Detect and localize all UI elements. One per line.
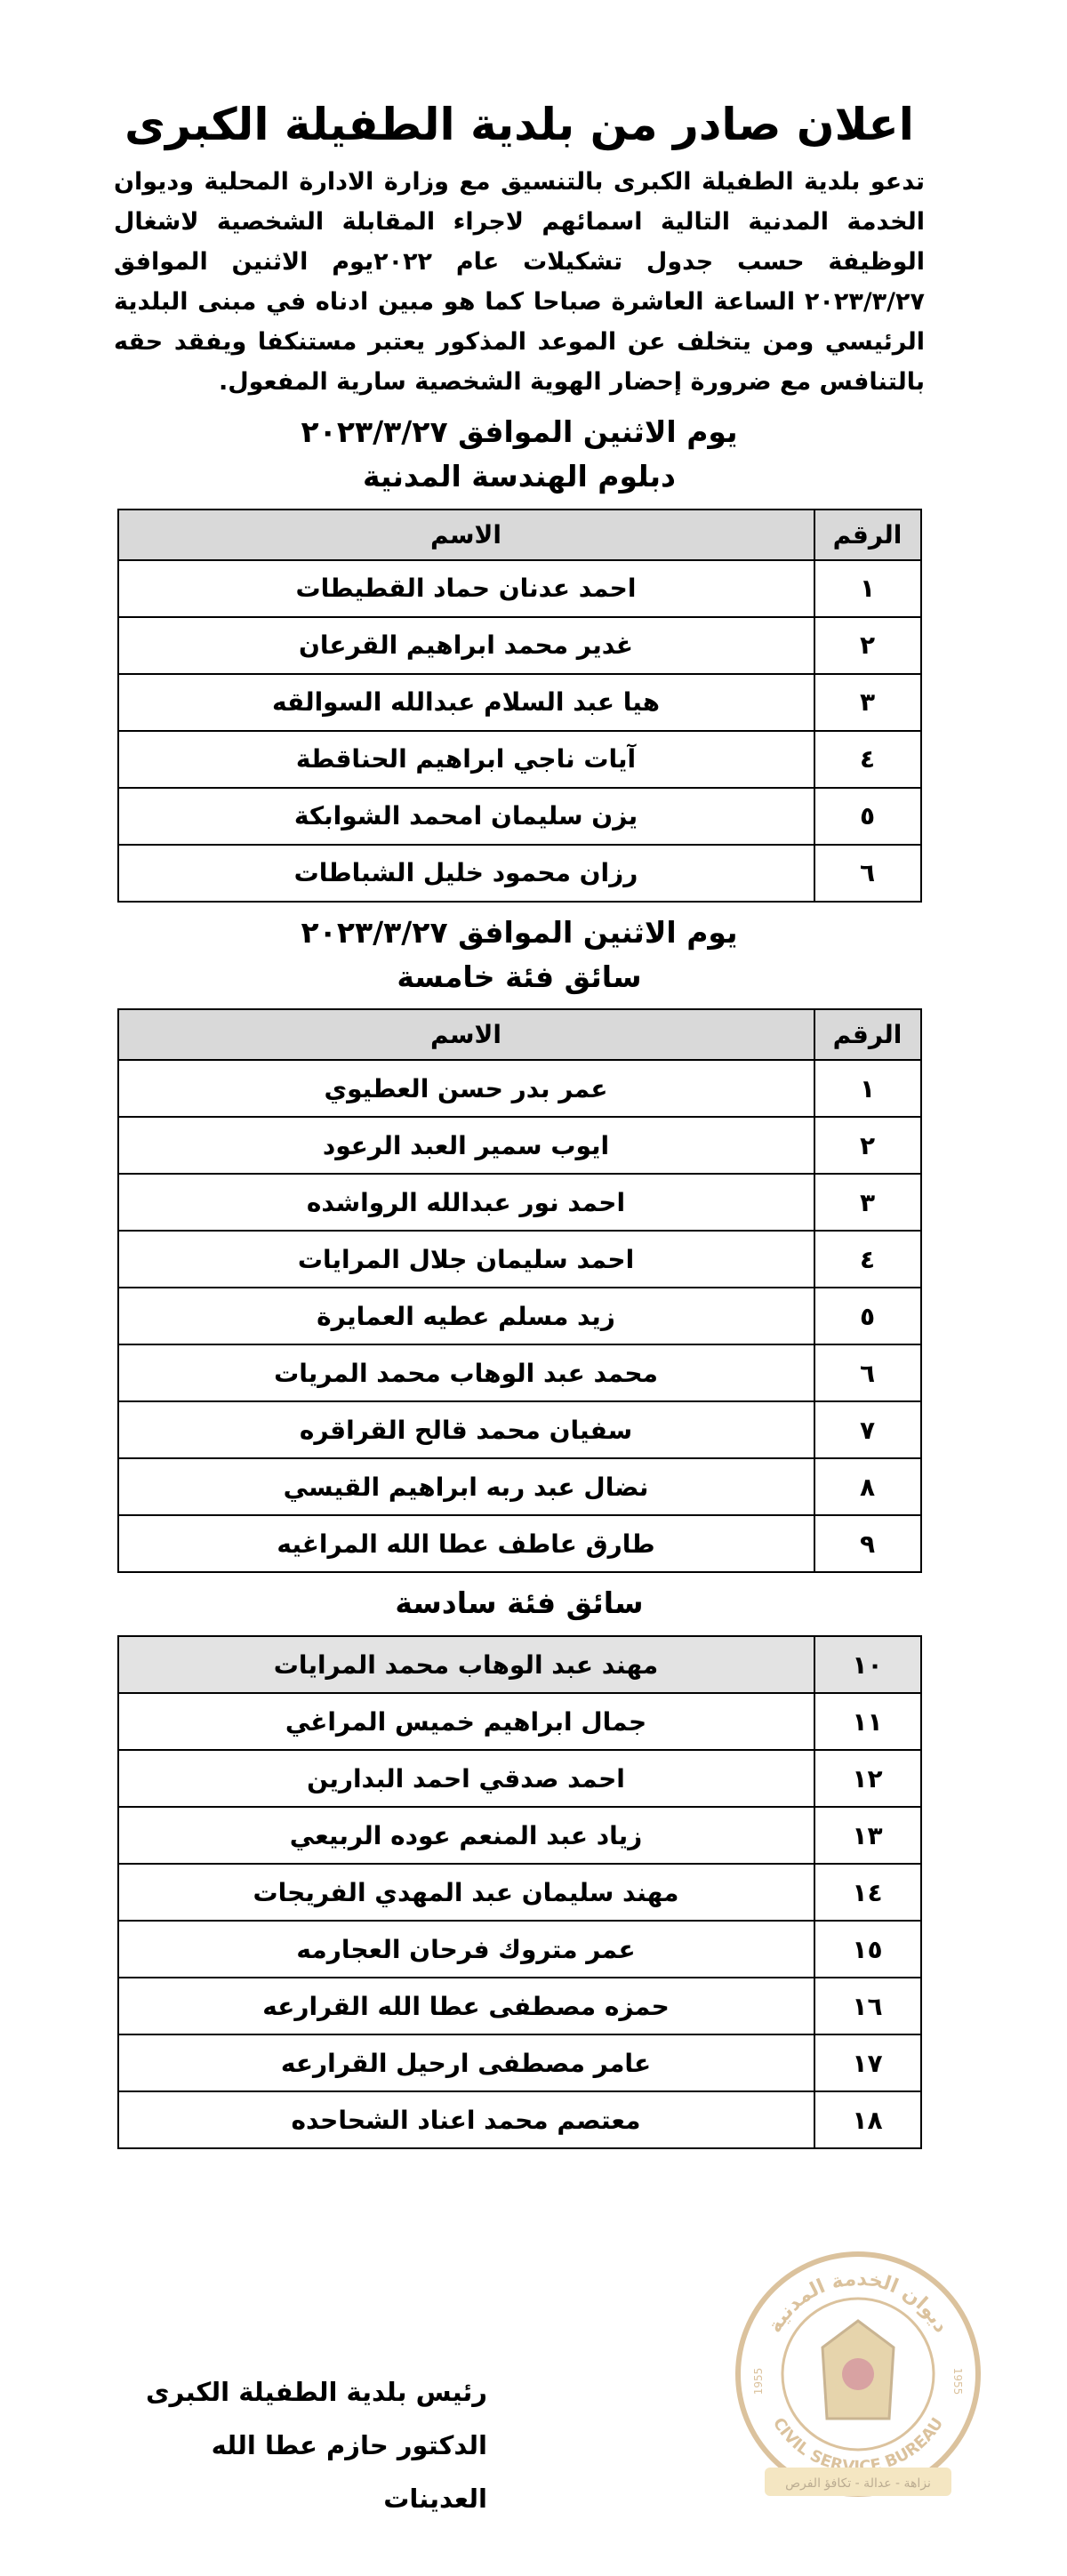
row-name: احمد صدقي احمد البدارين <box>118 1750 814 1807</box>
signature-block <box>114 2365 487 2525</box>
table-row <box>118 1060 921 1117</box>
row-name: زيد مسلم عطيه العمايرة <box>118 1288 814 1344</box>
row-number: ٥ <box>814 788 921 845</box>
row-number: ٢ <box>814 617 921 674</box>
table-row <box>118 1750 921 1807</box>
row-number: ٦ <box>814 1344 921 1401</box>
section3-rows <box>118 1636 921 2148</box>
header-name: الاسم <box>118 1009 814 1060</box>
section1-rows <box>118 560 921 902</box>
section1-day: يوم الاثنين الموافق ٢٠٢٣/٣/٢٧ <box>301 414 738 449</box>
section3-job: سائق فئة سادسة <box>395 1585 644 1621</box>
table-row <box>118 1864 921 1921</box>
row-name: طارق عاطف عطا الله المراغيه <box>118 1515 814 1572</box>
row-name: احمد نور عبدالله الرواشده <box>118 1174 814 1231</box>
row-name: هيا عبد السلام عبدالله السوالقه <box>118 674 814 731</box>
signature-name: الدكتور حازم عطا الله العدينات <box>211 2430 487 2514</box>
row-name: معتصم محمد اعناد الشحاحده <box>118 2091 814 2148</box>
stamp-emblem-center <box>842 2358 874 2390</box>
row-number: ٣ <box>814 1174 921 1231</box>
row-number: ٢ <box>814 1117 921 1174</box>
row-number: ١٤ <box>814 1864 921 1921</box>
table-row <box>118 1807 921 1864</box>
row-number: ٤ <box>814 731 921 788</box>
row-name: عمر متروك فرحان العجارمه <box>118 1921 814 1978</box>
table-row <box>118 1231 921 1288</box>
row-number: ١ <box>814 1060 921 1117</box>
row-name: احمد سليمان جلال المرايات <box>118 1231 814 1288</box>
table-row <box>118 674 921 731</box>
row-number: ١٢ <box>814 1750 921 1807</box>
table-row <box>118 1636 921 1693</box>
table-row <box>118 1174 921 1231</box>
row-name: آيات ناجي ابراهيم الحناقطة <box>118 731 814 788</box>
row-name: محمد عبد الوهاب محمد المريات <box>118 1344 814 1401</box>
row-name: رزان محمود خليل الشباطات <box>118 845 814 902</box>
row-number: ١٠ <box>814 1636 921 1693</box>
table-row <box>118 1921 921 1978</box>
table-row <box>118 2034 921 2091</box>
row-number: ٣ <box>814 674 921 731</box>
row-number: ٤ <box>814 1231 921 1288</box>
section2-day: يوم الاثنين الموافق ٢٠٢٣/٣/٢٧ <box>301 914 738 950</box>
section2-job: سائق فئة خامسة <box>397 959 642 994</box>
announcement-title: اعلان صادر من بلدية الطفيلة الكبرى <box>124 99 914 150</box>
stamp-motto: نزاهة - عدالة - تكافؤ الفرص <box>785 2476 931 2491</box>
row-number: ٧ <box>814 1401 921 1458</box>
row-number: ٩ <box>814 1515 921 1572</box>
table-row <box>118 788 921 845</box>
row-number: ٦ <box>814 845 921 902</box>
section1-job: دبلوم الهندسة المدنية <box>363 458 676 494</box>
table-row <box>118 845 921 902</box>
announcement-page <box>114 98 925 2149</box>
table-row <box>118 1401 921 1458</box>
row-name: مهند سليمان عبد المهدي الفريجات <box>118 1864 814 1921</box>
civil-service-stamp <box>725 2241 991 2508</box>
table-row <box>118 1117 921 1174</box>
table-row <box>118 560 921 617</box>
table-row <box>118 1515 921 1572</box>
header-name: الاسم <box>118 510 814 560</box>
row-number: ١٧ <box>814 2034 921 2091</box>
row-number: ٥ <box>814 1288 921 1344</box>
row-name: سفيان محمد قالح القراقره <box>118 1401 814 1458</box>
table-row <box>118 1344 921 1401</box>
table-row <box>118 1288 921 1344</box>
row-number: ١٣ <box>814 1807 921 1864</box>
row-name: عامر مصطفى ارحيل القرارعه <box>118 2034 814 2091</box>
row-number: ١١ <box>814 1693 921 1750</box>
row-number: ٨ <box>814 1458 921 1515</box>
table-header-row <box>118 510 921 560</box>
row-name: غدير محمد ابراهيم القرعان <box>118 617 814 674</box>
table-header-row <box>118 1009 921 1060</box>
table-row <box>118 1693 921 1750</box>
stamp-year-left: 1955 <box>752 2367 765 2395</box>
row-name: احمد عدنان حماد القطيطات <box>118 560 814 617</box>
row-name: عمر بدر حسن العطيوي <box>118 1060 814 1117</box>
stamp-english-text: CIVIL SERVICE BUREAU <box>768 2414 948 2477</box>
row-number: ١٦ <box>814 1978 921 2034</box>
section1-table <box>117 509 922 903</box>
section2-table <box>117 1008 922 1573</box>
section2-rows <box>118 1060 921 1572</box>
announcement-body: تدعو بلدية الطفيلة الكبرى بالتنسيق مع وزارة الادارة المحلية وديوان الخدمة المدنية التالية اسمائهم لاجراء المقابلة الشخصية لاشغال الوظيفة حسب جدول تشكيلات عام ٢٠٢٢يوم الاثنين الموافق ٢٠٢٣/٣/٢٧ الساعة العاشرة صباحا كما هو مبين ادناه في مبنى البلدية الرئيسي ومن يتخلف عن الموعد المذكور يعتبر مستنكفا ويفقد حقه بالتنافس مع ضرورة إحضار الهوية الشخصية سارية المفعول. <box>114 168 926 396</box>
header-number: الرقم <box>814 510 921 560</box>
row-name: نضال عبد ربه ابراهيم القيسي <box>118 1458 814 1515</box>
section3-table <box>117 1635 922 2149</box>
stamp-year-right: 1955 <box>951 2367 964 2395</box>
row-name: حمزه مصطفى عطا الله القرارعه <box>118 1978 814 2034</box>
signature-position: رئيس بلدية الطفيلة الكبرى <box>145 2377 487 2407</box>
row-name: ايوب سمير العبد الرعود <box>118 1117 814 1174</box>
header-number: الرقم <box>814 1009 921 1060</box>
row-number: ١٨ <box>814 2091 921 2148</box>
row-name: جمال ابراهيم خميس المراغي <box>118 1693 814 1750</box>
table-row <box>118 731 921 788</box>
row-number: ١ <box>814 560 921 617</box>
stamp-arabic-text: ديوان الخدمة المدنية <box>764 2267 952 2337</box>
row-number: ١٥ <box>814 1921 921 1978</box>
table-row <box>118 1458 921 1515</box>
table-row <box>118 617 921 674</box>
table-row <box>118 2091 921 2148</box>
table-row <box>118 1978 921 2034</box>
row-name: زياد عبد المنعم عوده الربيعي <box>118 1807 814 1864</box>
row-name: مهند عبد الوهاب محمد المرايات <box>118 1636 814 1693</box>
row-name: يزن سليمان امحمد الشوابكة <box>118 788 814 845</box>
